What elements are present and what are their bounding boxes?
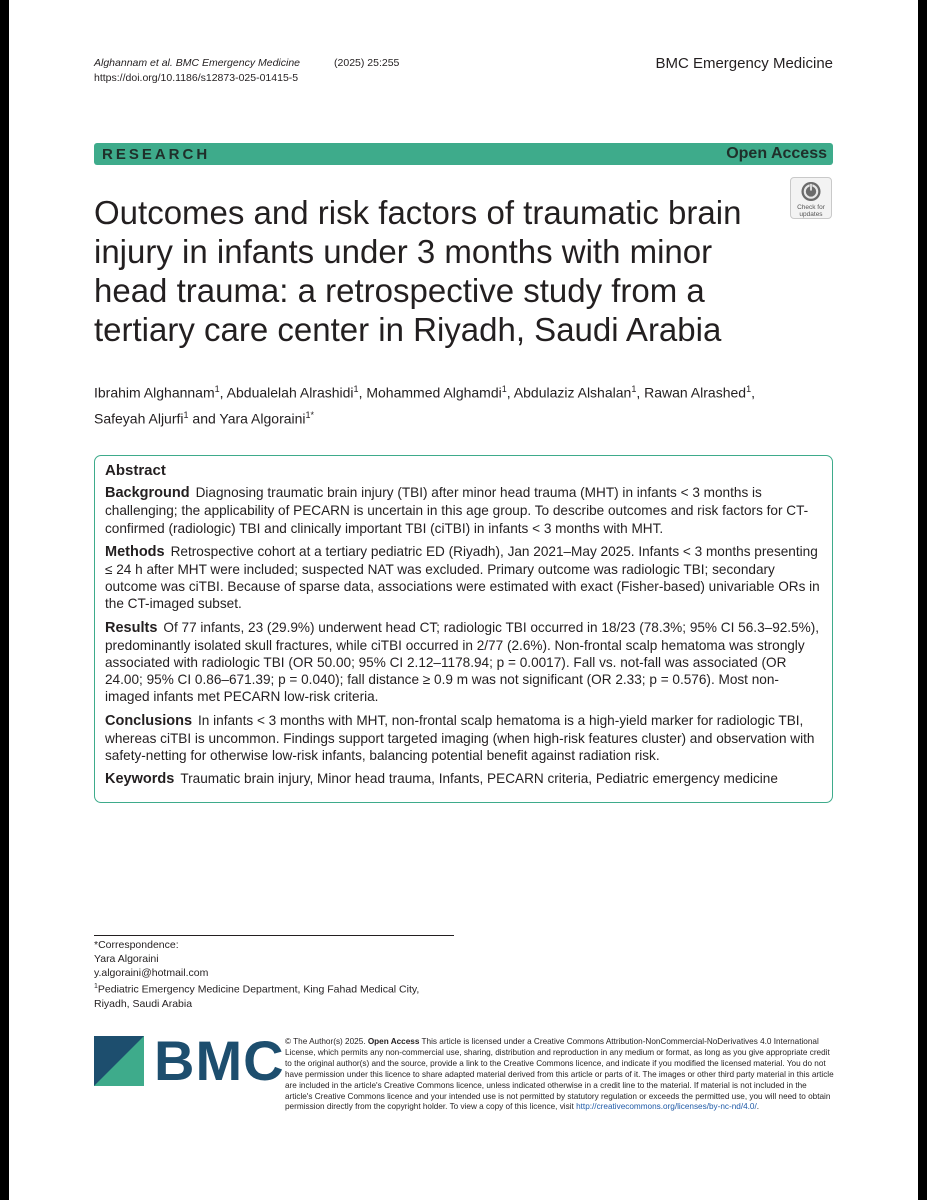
correspondence-label: *Correspondence:	[94, 939, 179, 951]
open-access-label: Open Access	[726, 145, 827, 162]
short-citation: Alghannam et al. BMC Emergency Medicine	[94, 57, 301, 69]
abstract-methods	[105, 543, 822, 613]
correspondence-email[interactable]: y.algoraini@hotmail.com	[94, 967, 209, 979]
section-label: Conclusions	[105, 712, 193, 729]
author-name: Rawan Alrashed	[644, 384, 747, 401]
abstract-results	[105, 619, 822, 706]
author-separator: ,	[751, 384, 755, 401]
article-type-label: RESEARCH	[102, 145, 211, 163]
doi-link[interactable]: https://doi.org/10.1186/s12873-025-01415-5	[94, 72, 299, 84]
abstract-conclusions	[105, 712, 822, 765]
author-separator: ,	[636, 384, 645, 401]
bmc-logo-mark	[94, 1036, 144, 1086]
author-name: Abdulaziz Alshalan	[513, 384, 632, 401]
author-affiliation-mark: 1	[353, 384, 359, 394]
correspondence-footnote	[94, 938, 454, 1011]
check-updates-label: Check for updates	[797, 204, 825, 218]
running-header	[94, 56, 399, 86]
author-name: Yara Algoraini	[219, 410, 306, 427]
section-text: Traumatic brain injury, Minor head trauma, Infants, PECARN criteria, Pediatric emergency medicine	[180, 771, 778, 787]
year-volume: (2025) 25:255	[334, 57, 400, 69]
footnote-divider	[94, 935, 454, 936]
check-updates-icon	[800, 181, 822, 202]
author-name: Mohammed Alghamdi	[366, 384, 502, 401]
license-end: .	[756, 1102, 760, 1112]
author-affiliation-mark: 1	[631, 384, 637, 394]
author-affiliation-mark: 1*	[305, 409, 315, 420]
article-title: Outcomes and risk factors of traumatic brain injury in infants under 3 months with minor head trauma: a retrospective study from a tertiary care center in Riyadh, Saudi Arabia	[94, 194, 742, 348]
author-separator: ,	[506, 384, 514, 401]
affiliation-line	[94, 980, 454, 997]
author-separator: and	[188, 410, 220, 427]
journal-name: BMC Emergency Medicine	[655, 55, 833, 72]
license-statement	[285, 1037, 835, 1113]
abstract-box	[94, 455, 833, 803]
correspondence-name: Yara Algoraini	[94, 953, 159, 965]
affiliation-location: Riyadh, Saudi Arabia	[94, 997, 193, 1010]
section-label: Background	[105, 485, 190, 502]
section-text: Diagnosing traumatic brain injury (TBI) after minor head trauma (MHT) in infants < 3 months is challenging; the applicability of PECARN is uncertain in this age group. To describe outcomes and risk factors for CT-confirmed (radiologic) TBI and clinically important TBI (ciTBI) in infants < 3 months with MHT.	[105, 485, 809, 536]
check-for-updates-button[interactable]	[790, 177, 832, 219]
abstract-heading: Abstract	[105, 462, 166, 479]
section-text: Of 77 infants, 23 (29.9%) underwent head CT; radiologic TBI occurred in 18/23 (78.3%; 95% CI 56.3–92.5%), predominantly isolated skull fractures, while ciTBI occurred in 2/77 (2.6%). Non-frontal scalp hematoma was strongly associated with radiologic TBI (OR 50.00; 95% CI 2.12–1178.94; p = 0.0017). Fall vs. not-fall was associated (OR 24.00; 95% CI 0.86–671.39; p = 0.040); fall distance ≥ 0.9 m was not significant (OR 2.33; p = 0.576). Most non-imaged infants met PECARN low-risk criteria.	[105, 619, 820, 705]
author-name: Ibrahim Alghannam	[94, 384, 215, 401]
license-body: This article is licensed under a Creative Commons Attribution-NonCommercial-NoDerivatives 4.0 International License, which permits any non-commercial use, sharing, distribution and reproduction in any medium or format, as long as you give appropriate credit to the original author(s) and the source, provide a link to the Creative Commons licence, and indicate if you modified the licensed material. You do not have permission under this licence to share adapted material derived from this article or parts of it. The images or other third party material in this article are included in the article's Creative Commons licence, unless indicated otherwise in a credit line to the material. If material is not included in the article's Creative Commons licence and your intended use is not permitted by statutory regulation or exceeds the permitted use, you will need to obtain permission directly from the copyright holder. To view a copy of this licence, visit	[285, 1037, 834, 1112]
affiliation-text: Pediatric Emergency Medicine Department, King Fahad Medical City,	[97, 983, 420, 996]
section-label: Methods	[105, 543, 165, 560]
copyright-text: © The Author(s) 2025.	[285, 1037, 366, 1046]
author-affiliation-mark: 1	[746, 384, 752, 394]
author-name: Abdualelah Alrashidi	[226, 384, 354, 401]
author-affiliation-mark: 1	[214, 384, 220, 394]
section-text: In infants < 3 months with MHT, non-frontal scalp hematoma is a high-yield marker for radiologic TBI, whereas ciTBI is uncommon. Findings support targeted imaging (when high-risk features cluster) and observation with safety-netting for otherwise low-risk infants, balancing potential benefit against radiation risk.	[105, 712, 815, 764]
article-type-banner	[94, 143, 833, 165]
bmc-logo-text: BMC	[154, 1029, 285, 1092]
bmc-logo	[94, 1031, 285, 1091]
article-page	[9, 0, 918, 1200]
abstract-keywords	[105, 770, 822, 788]
author-separator: ,	[219, 384, 227, 401]
section-label: Keywords	[105, 771, 175, 788]
license-url-link[interactable]: http://creativecommons.org/licenses/by-nc-nd/4.0/	[576, 1102, 757, 1112]
section-label: Results	[105, 619, 158, 636]
section-text: Retrospective cohort at a tertiary pediatric ED (Riyadh), Jan 2021–May 2025. Infants < 3 months presenting ≤ 24 h after MHT were included; suspected NAT was excluded. Primary outcome was radiologic TBI; secondary outcome was ciTBI. Because of sparse data, associations were estimated with exact (Fisher-based) univariable ORs in the CT-imaged subset.	[105, 543, 820, 612]
author-affiliation-mark: 1	[183, 409, 189, 420]
author-name: Safeyah Aljurfi	[94, 410, 184, 427]
abstract-background	[105, 484, 822, 537]
license-open-access-label: Open Access	[367, 1037, 420, 1046]
author-affiliation-mark: 1	[501, 384, 507, 394]
affiliation-number: 1	[94, 983, 98, 990]
author-separator: ,	[358, 384, 367, 401]
author-list	[94, 378, 824, 429]
